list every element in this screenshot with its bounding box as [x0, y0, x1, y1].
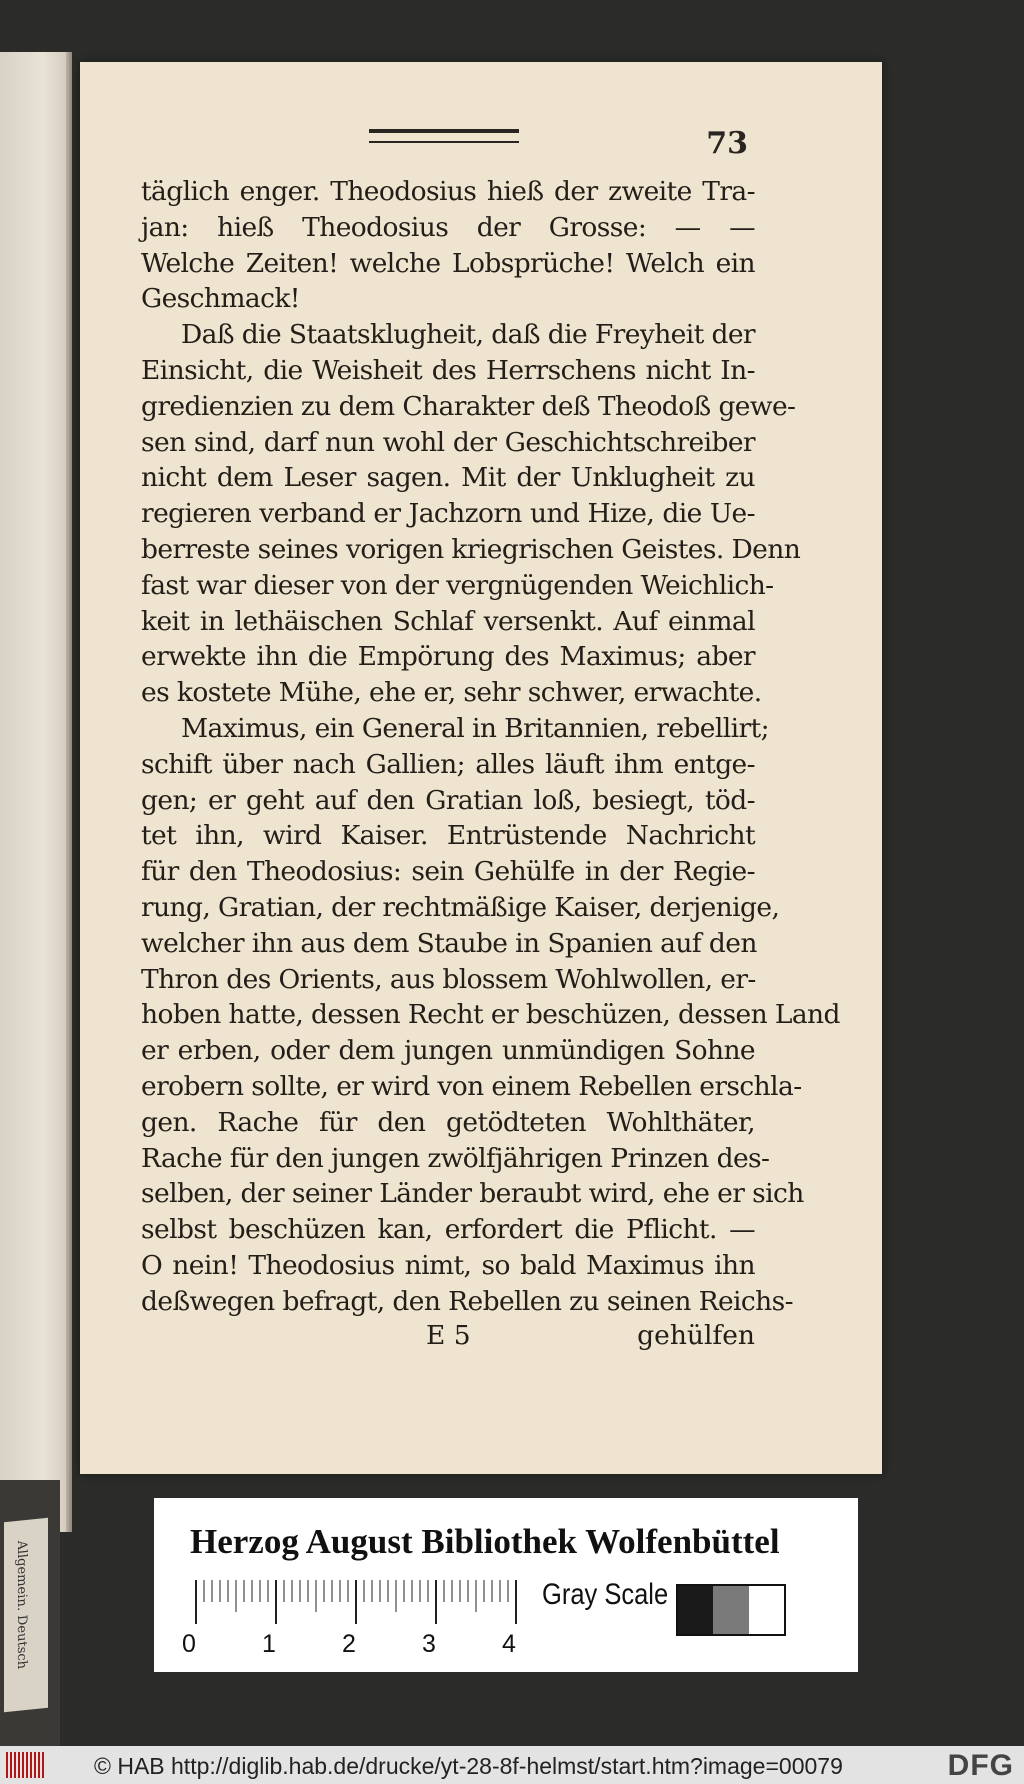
text-line: schift über nach Gallien; alles läuft ihm entge- — [141, 748, 755, 780]
barcode-icon — [6, 1752, 44, 1778]
gray-swatch — [678, 1586, 713, 1634]
text-line: erwekte ihn die Empörung des Maximus; aber — [141, 641, 755, 673]
text-line: Einsicht, die Weisheit des Herrschens nicht In- — [141, 354, 755, 386]
left-facing-page — [0, 52, 72, 1532]
page-text — [141, 174, 840, 1320]
book-page — [80, 62, 882, 1474]
dfg-logo: DFG — [947, 1749, 1014, 1782]
ruler — [192, 1580, 522, 1624]
text-line: keit in lethäischen Schlaf versenkt. Auf einmal — [141, 605, 755, 637]
text-line: Maximus, ein General in Britannien, rebellirt; — [181, 712, 769, 744]
text-line: Thron des Orients, aus blossem Wohlwollen, er- — [141, 963, 756, 995]
text-line: deßwegen befragt, den Rebellen zu seinen Reichs- — [141, 1285, 793, 1317]
library-name: Herzog August Bibliothek Wolfenbüttel — [190, 1522, 780, 1561]
text-line: jan: hieß Theodosius der Grosse: — — — [141, 211, 755, 243]
catchword: gehülfen — [637, 1320, 755, 1351]
text-line: selben, der seiner Länder beraubt wird, ehe er sich — [141, 1178, 804, 1210]
text-line: berreste seines vorigen kriegrischen Geistes. Denn — [141, 533, 801, 565]
gray-swatch — [713, 1586, 748, 1634]
spine-label-text: Allgemein. Deutsch — [14, 1539, 29, 1670]
text-line: Welche Zeiten! welche Lobsprüche! Welch ein — [141, 247, 755, 279]
text-line: gredienzien zu dem Charakter deß Theodoß gewe- — [141, 390, 796, 422]
header-rule — [369, 129, 519, 143]
color-scale-card — [154, 1498, 858, 1672]
text-line: hoben hatte, dessen Recht er beschüzen, dessen Land — [141, 999, 840, 1031]
page-footer — [141, 1320, 755, 1356]
page-number: 73 — [706, 126, 748, 161]
text-line: regieren verband er Jachzorn und Hize, die Ue- — [141, 498, 755, 530]
text-line: rung, Gratian, der rechtmäßige Kaiser, derjenige, — [141, 891, 780, 923]
gray-swatch — [749, 1586, 784, 1634]
text-line: täglich enger. Theodosius hieß der zweite Tra- — [141, 176, 755, 207]
ruler-number: 0 — [182, 1630, 196, 1658]
text-line: für den Theodosius: sein Gehülfe in der Regie- — [141, 856, 755, 888]
ruler-number: 4 — [502, 1630, 516, 1658]
text-line: erobern sollte, er wird von einem Rebellen erschla- — [141, 1070, 802, 1102]
signature-mark: E 5 — [426, 1320, 471, 1351]
text-line: sen sind, darf nun wohl der Geschichtschreiber — [141, 426, 755, 458]
text-line: nicht dem Leser sagen. Mit der Unklugheit zu — [141, 462, 755, 494]
text-line: gen; er geht auf den Gratian loß, besiegt, töd- — [141, 784, 755, 816]
text-line: fast war dieser von der vergnügenden Weichlich- — [141, 569, 774, 601]
text-line: O nein! Theodosius nimt, so bald Maximus ihn — [141, 1249, 755, 1281]
text-line: gen. Rache für den getödteten Wohlthäter, — [141, 1106, 755, 1138]
spine-label — [4, 1518, 48, 1713]
ruler-number: 3 — [422, 1630, 436, 1658]
text-line: Geschmack! — [141, 283, 300, 315]
text-line: selbst beschüzen kan, erfordert die Pflicht. — — [141, 1214, 755, 1246]
text-line: Rache für den jungen zwölfjährigen Prinzen des- — [141, 1142, 770, 1174]
ruler-number: 1 — [262, 1630, 276, 1658]
text-line: er erben, oder dem jungen unmündigen Sohne — [141, 1035, 755, 1067]
text-line: es kostete Mühe, ehe er, sehr schwer, erwachte. — [141, 677, 762, 709]
ruler-number: 2 — [342, 1630, 356, 1658]
gray-scale-swatches — [676, 1584, 786, 1636]
text-line: welcher ihn aus dem Staube in Spanien auf den — [141, 927, 757, 959]
url-text[interactable]: © HAB http://diglib.hab.de/drucke/yt-28-8f-helmst/start.htm?image=00079 — [94, 1753, 843, 1779]
gray-scale-label: Gray Scale — [542, 1578, 669, 1611]
text-line: tet ihn, wird Kaiser. Entrüstende Nachricht — [141, 820, 755, 852]
ruler-numbers — [182, 1630, 522, 1660]
url-bar — [0, 1746, 1024, 1784]
text-line: Daß die Staatsklugheit, daß die Freyheit der — [181, 319, 756, 351]
